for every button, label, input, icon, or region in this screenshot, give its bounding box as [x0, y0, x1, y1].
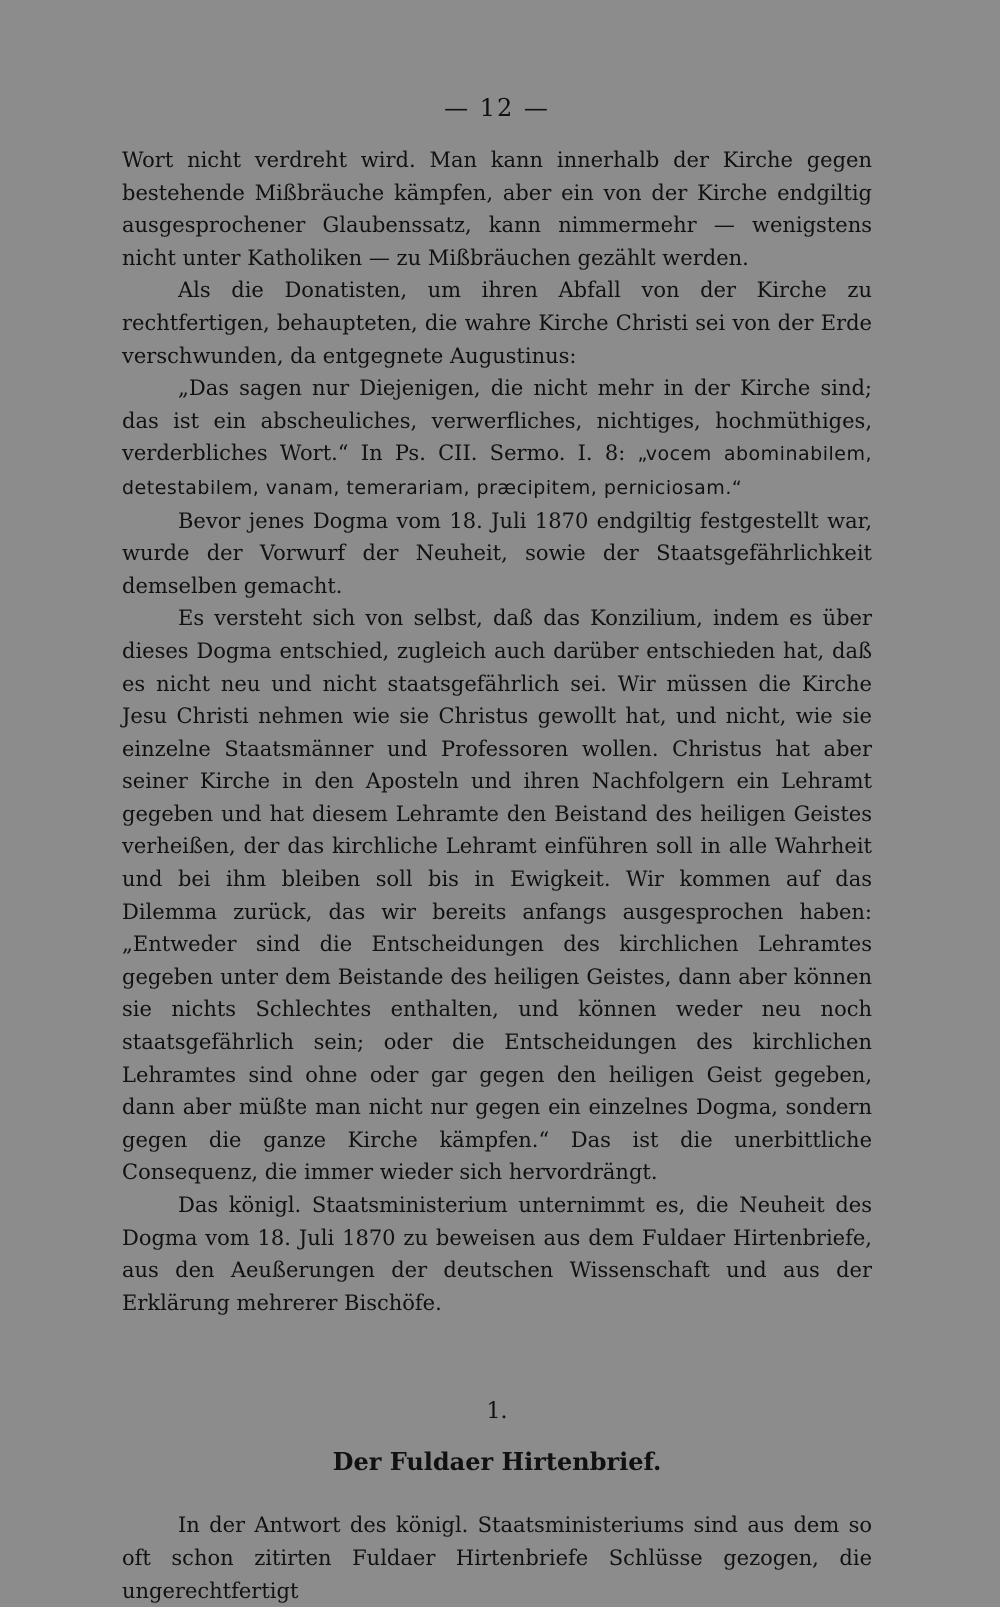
paragraph: Bevor jenes Dogma vom 18. Juli 1870 endgiltig festgestellt war, wurde der Vorwurf der Neuheit, sowie der Staatsgefährlichkeit demselben gemacht. — [122, 508, 872, 598]
section-title: Der Fuldaer Hirtenbrief. — [332, 1447, 662, 1477]
quote-paragraph — [122, 372, 872, 504]
quote-latin: „vocem abominabilem, detestabilem, vanam, temerariam, præcipitem, perniciosam.“ — [122, 443, 872, 499]
paragraph: In der Antwort des königl. Staatsministeriums sind aus dem so oft schon zitirten Fuldaer Hirtenbriefe Schlüsse gezogen, die ungerechtfertigt — [122, 1513, 872, 1603]
paragraph: Als die Donatisten, um ihren Abfall von der Kirche zu rechtfertigen, behaupteten, die wahre Kirche Christi sei von der Erde verschwunden, da entgegnete Augustinus: — [122, 278, 872, 368]
section-number: 1. — [486, 1399, 508, 1425]
paragraph: Wort nicht verdreht wird. Man kann innerhalb der Kirche gegen bestehende Mißbräuche kämpfen, aber ein von der Kirche endgiltig ausgesprochener Glaubenssatz, kann nimmermehr — wenigstens nicht unter Katholiken — zu Mißbräuchen gezählt werden. — [122, 148, 872, 270]
section-body — [122, 1509, 872, 1607]
body-text — [122, 144, 872, 1319]
paragraph: Es versteht sich von selbst, daß das Konzilium, indem es über dieses Dogma entschied, zugleich auch darüber entschieden hat, daß es nicht neu und nicht staatsgefährlich sei. Wir müssen die Kirche Jesu Christi nehmen wie sie Christus gewollt hat, und nicht, wie sie einzelne Staatsmänner und Professoren wollen. Christus hat aber seiner Kirche in den Aposteln und ihren Nachfolgern ein Lehramt gegeben und hat diesem Lehramte den Beistand des heiligen Geistes verheißen, der das kirchliche Lehramt einführen soll in alle Wahrheit und bei ihm bleiben soll bis in Ewigkeit. Wir kommen auf das Dilemma zurück, das wir bereits anfangs ausgesprochen haben: „Entweder sind die Entscheidungen des kirchlichen Lehramtes gegeben unter dem Beistande des heiligen Geistes, dann aber können sie nichts Schlechtes enthalten, und können weder neu noch staatsgefährlich sein; oder die Entscheidungen des kirchlichen Lehramtes sind ohne oder gar gegen den heiligen Geist gegeben, dann aber müßte man nicht nur gegen ein einzelnes Dogma, sondern gegen die ganze Kirche kämpfen.“ Das ist die unerbittliche Consequenz, die immer wieder sich hervordrängt. — [122, 606, 872, 1185]
page-number: — 12 — — [444, 94, 550, 122]
quote-german: „Das sagen nur Diejenigen, die nicht mehr in der Kirche sind; das ist ein abscheuliches, verwerfliches, nichtiges, hochmüthiges, verderbliches Wort.“ In Ps. CII. Sermo. I. 8: — [122, 376, 872, 466]
paragraph: Das königl. Staatsministerium unternimmt es, die Neuheit des Dogma vom 18. Juli 1870 zu beweisen aus dem Fuldaer Hirtenbriefe, aus den Aeußerungen der deutschen Wissenschaft und aus der Erklärung mehrerer Bischöfe. — [122, 1193, 872, 1315]
